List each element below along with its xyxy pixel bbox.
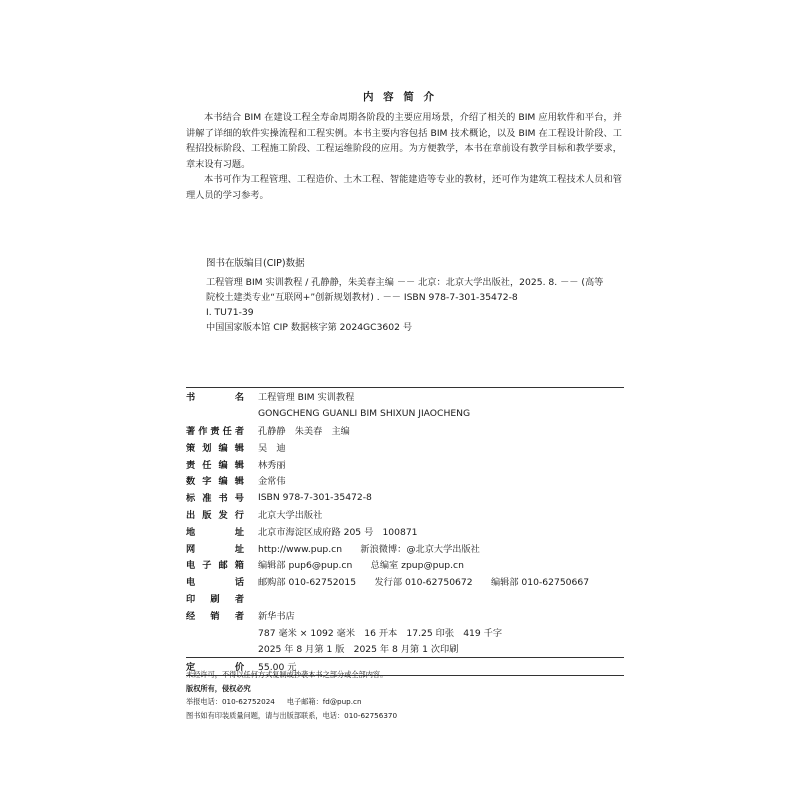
info-label-char: 策 <box>186 442 196 454</box>
publication-info <box>186 387 624 676</box>
info-label-char: 者 <box>234 425 244 437</box>
info-label-char: 者 <box>234 593 244 605</box>
info-label-char: 书 <box>218 493 228 505</box>
info-value: 2025 年 8 月第 1 版 2025 年 8 月第 1 次印刷 <box>258 644 459 656</box>
info-value: 新华书店 <box>258 610 295 622</box>
info-label-char: 字 <box>202 476 212 488</box>
info-label-char: 电 <box>186 577 196 589</box>
cip-block <box>206 275 626 335</box>
info-label-char: 址 <box>234 543 244 555</box>
info-label-char: 箱 <box>234 560 244 572</box>
info-label-char: 者 <box>234 610 244 622</box>
info-label <box>186 524 244 538</box>
info-value: GONGCHENG GUANLI BIM SHIXUN JIAOCHENG <box>258 407 471 419</box>
info-label-char: 版 <box>202 509 212 521</box>
info-label-char: 号 <box>234 493 244 505</box>
info-label-char: 书 <box>186 392 196 404</box>
info-label <box>186 490 244 504</box>
info-value: 编辑部 pup6@pup.cn 总编室 zpup@pup.cn <box>258 560 464 572</box>
info-row <box>186 640 624 657</box>
info-label-char: 刷 <box>210 593 220 605</box>
info-label <box>186 541 244 555</box>
intro-title: 内 容 简 介 <box>363 91 437 103</box>
info-row <box>186 623 624 640</box>
intro-body <box>186 110 622 203</box>
info-label-char: 地 <box>186 526 196 538</box>
info-value: 工程管理 BIM 实训教程 <box>258 392 355 404</box>
cip-line-1: 工程管理 BIM 实训教程 / 孔静静，朱美春主编 －－ 北京：北京大学出版社，2025. 8. －－ (高等 <box>206 277 604 288</box>
info-value: 孔静静 朱美春 主编 <box>258 425 350 437</box>
info-value: http://www.pup.cn 新浪微博：@北京大学出版社 <box>258 543 480 555</box>
info-value: 吴 迪 <box>258 442 286 454</box>
info-row <box>186 388 624 405</box>
info-label-char: 准 <box>202 493 212 505</box>
info-label-char: 名 <box>234 392 244 404</box>
cip-line-3: Ⅰ. TU71-39 <box>206 307 254 318</box>
info-value: 邮购部 010-62752015 发行部 010-62750672 编辑部 010-62750667 <box>258 577 590 589</box>
info-label-char: 编 <box>218 476 228 488</box>
price-label-char: 定 <box>186 662 196 674</box>
info-label-char: 销 <box>210 610 220 622</box>
info-row <box>186 455 624 472</box>
quality-note: 图书如有印装质量问题，请与出版部联系， <box>186 710 323 720</box>
info-label-char: 印 <box>186 593 196 605</box>
info-label-char: 发 <box>218 509 228 521</box>
info-label <box>186 457 244 471</box>
info-row <box>186 556 624 573</box>
cip-line-2: 院校土建类专业“互联网+”创新规划教材) . －－ ISBN 978-7-301-35472-8 <box>206 292 518 303</box>
rights-line-3 <box>186 695 626 709</box>
info-label-char: 辑 <box>234 459 244 471</box>
info-label-char: 数 <box>186 476 196 488</box>
info-rows <box>186 388 624 657</box>
report-phone: 举报电话：010-62752024 <box>186 697 275 706</box>
info-label <box>186 423 244 437</box>
info-label-char: 编 <box>218 459 228 471</box>
info-label-char: 著 <box>186 425 196 437</box>
info-label-char: 划 <box>202 442 212 454</box>
quality-phone: 电话：010-62756370 <box>322 710 398 720</box>
info-row <box>186 405 624 422</box>
info-row <box>186 522 624 539</box>
info-row <box>186 438 624 455</box>
info-label-char: 责 <box>210 425 220 437</box>
info-label-char: 出 <box>186 509 196 521</box>
info-label <box>186 389 244 403</box>
price-label-char: 价 <box>234 662 244 674</box>
info-row <box>186 489 624 506</box>
cip-line-4: 中国国家版本馆 CIP 数据核字第 2024GC3602 号 <box>206 322 413 333</box>
report-email: 电子邮箱：fd@pup.cn <box>286 697 362 706</box>
info-label-char: 责 <box>186 459 196 471</box>
info-label-char: 邮 <box>218 560 228 572</box>
info-row <box>186 606 624 623</box>
info-value: 787 毫米 × 1092 毫米 16 开本 17.25 印张 419 千字 <box>258 627 503 639</box>
info-label <box>186 440 244 454</box>
info-label <box>186 591 244 605</box>
info-label-char: 编 <box>218 442 228 454</box>
info-label-char: 电 <box>186 560 196 572</box>
info-row <box>186 506 624 523</box>
rights-line-1: 未经许可，不得以任何方式复制或抄袭本书之部分或全部内容。 <box>186 670 388 679</box>
info-row <box>186 472 624 489</box>
price-value: 55.00 元 <box>258 662 297 674</box>
info-row <box>186 590 624 607</box>
rights-line-2: 版权所有，侵权必究 <box>186 683 251 693</box>
info-label-char: 辑 <box>234 476 244 488</box>
info-label-char: 标 <box>186 493 196 505</box>
info-label <box>186 574 244 588</box>
info-label-char: 任 <box>222 425 232 437</box>
info-value: ISBN 978-7-301-35472-8 <box>258 491 372 503</box>
cip-title: 图书在版编目(CIP)数据 <box>206 258 305 269</box>
info-row <box>186 573 624 590</box>
info-row <box>186 422 624 439</box>
info-label <box>186 473 244 487</box>
info-value: 金常伟 <box>258 476 286 488</box>
info-label-char: 子 <box>202 560 212 572</box>
info-row <box>186 539 624 556</box>
info-label-char: 话 <box>234 577 244 589</box>
info-label-char: 址 <box>234 526 244 538</box>
info-label-char: 经 <box>186 610 196 622</box>
info-value: 北京大学出版社 <box>258 509 323 521</box>
info-label <box>186 608 244 622</box>
info-value: 林秀丽 <box>258 459 286 471</box>
info-label <box>186 507 244 521</box>
info-label-char: 行 <box>234 509 244 521</box>
info-label-char: 作 <box>198 425 208 437</box>
intro-paragraph-1: 本书结合 BIM 在建设工程全寿命周期各阶段的主要应用场景，介绍了相关的 BIM 应用软件和平台，并讲解了详细的软件实操流程和工程实例。本书主要内容包括 BIM 技术概论，以及 BIM 在工程设计阶段、工程招投标阶段、工程施工阶段、工程运维阶段的应用。为方便教学，本书在章前设有教学目标和教学要求，章末设有习题。 <box>186 112 622 170</box>
rights-footer <box>186 668 626 722</box>
info-label-char: 网 <box>186 543 196 555</box>
rights-line-4 <box>186 709 626 723</box>
intro-paragraph-2: 本书可作为工程管理、工程造价、土木工程、智能建造等专业的教材，还可作为建筑工程技术人员和管理人员的学习参考。 <box>186 174 622 201</box>
info-label-char: 任 <box>202 459 212 471</box>
info-label-char: 辑 <box>234 442 244 454</box>
info-value: 北京市海淀区成府路 205 号 100871 <box>258 526 418 538</box>
info-label <box>186 557 244 571</box>
